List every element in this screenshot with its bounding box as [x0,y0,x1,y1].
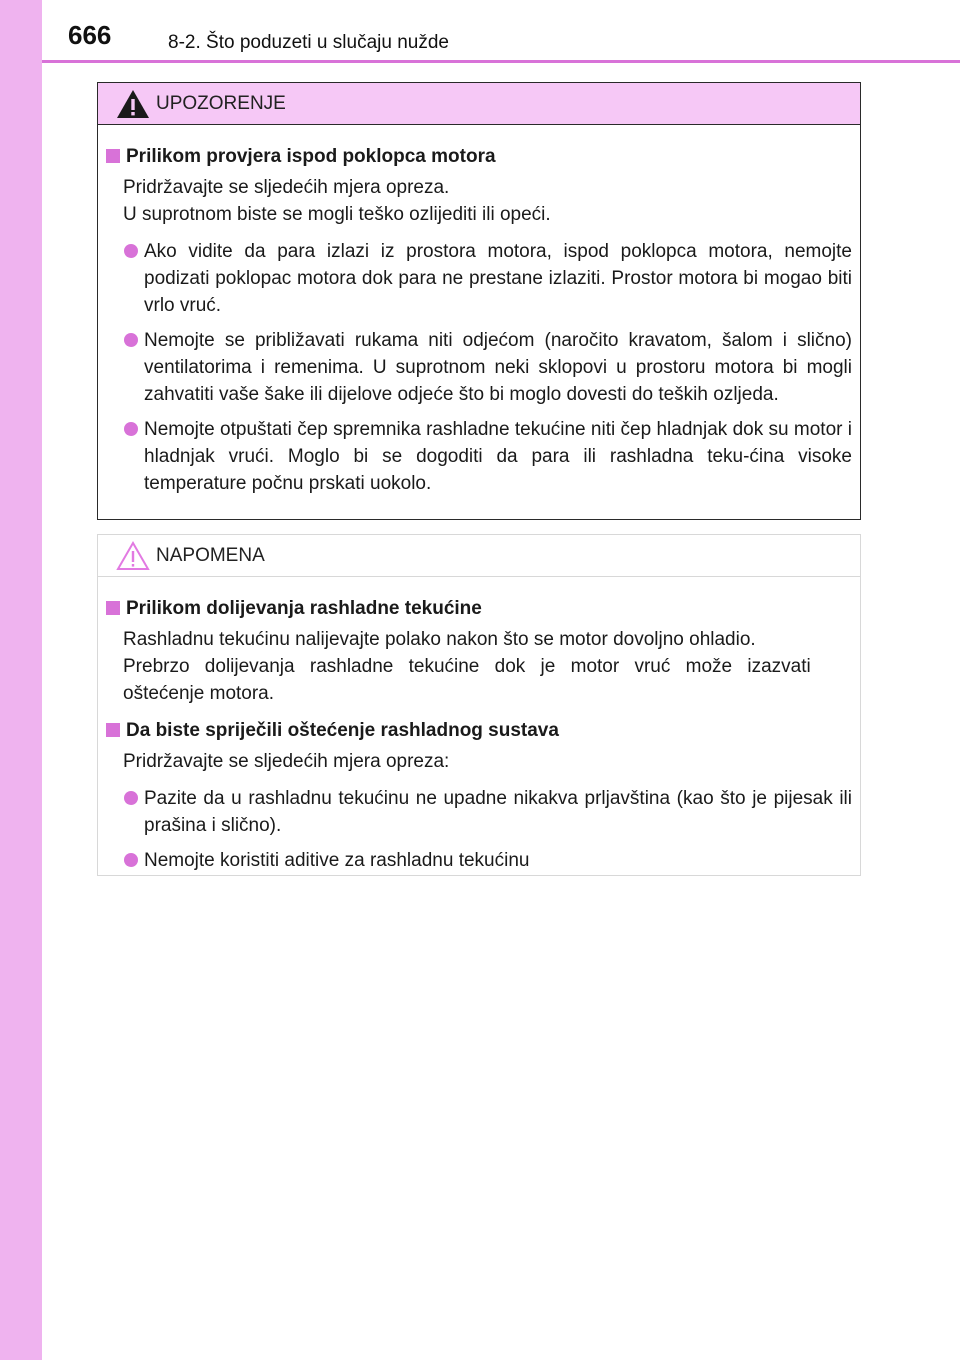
list-item [106,416,852,497]
warning-box-header [98,83,860,125]
warning-box [97,82,861,520]
note-label: NAPOMENA [156,545,265,566]
note-section [106,717,852,874]
note-section-text [106,626,852,707]
square-bullet-icon [106,601,120,615]
note-body [98,577,860,874]
bullet-text: Ako vidite da para izlazi iz prostora motora, ispod poklopca motora, nemojte podizati poklopac motora dok para ne prestane izlaziti. Prostor motora bi mogao biti vrlo vruć. [144,241,852,316]
list-item [106,238,852,319]
note-box-header [98,535,860,577]
list-item [106,785,852,839]
bullet-text: Pazite da u rashladnu tekućinu ne upadne nikakva prljavština (kao što je pijesak ili prašina i slično). [144,788,852,836]
side-color-band [0,0,42,1360]
warning-bullet-list [106,238,852,497]
list-item [106,327,852,408]
round-bullet-icon [124,422,138,436]
note-section-title-text: Da biste spriječili oštećenje rashladnog sustava [126,720,559,741]
text-line: oštećenje motora. [123,683,275,704]
note-section-text [106,748,852,775]
warning-section-title [106,143,852,170]
text-line: Prebrzo dolijevanja rashladne tekućine dok je motor vruć može izazvati [123,656,811,677]
section-title: 8-2. Što poduzeti u slučaju nužde [168,32,449,53]
warning-label: UPOZORENJE [156,93,286,114]
square-bullet-icon [106,723,120,737]
bullet-text: Nemojte koristiti aditive za rashladnu tekućinu [144,850,530,871]
warning-section-text [106,174,852,228]
square-bullet-icon [106,149,120,163]
text-line: U suprotnom biste se mogli teško ozlijediti ili opeći. [123,204,551,225]
warning-section-title-text: Prilikom provjera ispod poklopca motora [126,146,496,167]
list-item [106,847,852,874]
bullet-text: Nemojte otpuštati čep spremnika rashladne tekućine niti čep hladnjak dok su motor i hladnjak vrući. Moglo bi se dogoditi da para ili rashladna teku-ćina visoke temperature počnu prskati uokolo. [144,419,852,494]
header-rule [42,60,960,63]
note-section-title [106,717,852,744]
bullet-text: Nemojte se približavati rukama niti odjećom (naročito kravatom, šalom i slično) ventilatorima i remenima. U suprotnom neki sklopovi u prostoru motora bi mogli zahvatiti vaše šake ili dijelove odjeće što bi moglo dovesti do teških ozljeda. [144,330,852,405]
text-line: Rashladnu tekućinu nalijevajte polako nakon što se motor dovoljno ohladio. [123,629,756,650]
text-line: Pridržavajte se sljedećih mjera opreza. [123,177,450,198]
round-bullet-icon [124,791,138,805]
round-bullet-icon [124,333,138,347]
warning-section [106,143,852,497]
note-bullet-list [106,785,852,874]
warning-body [98,125,860,497]
note-section [106,595,852,707]
warning-triangle-icon [115,88,151,120]
note-box [97,534,861,876]
round-bullet-icon [124,244,138,258]
round-bullet-icon [124,853,138,867]
caution-triangle-outline-icon [115,540,151,572]
page-number: 666 [68,20,112,50]
text-line: Pridržavajte se sljedećih mjera opreza: [123,751,450,772]
page-header [42,0,960,62]
note-section-title [106,595,852,622]
note-section-title-text: Prilikom dolijevanja rashladne tekućine [126,598,482,619]
